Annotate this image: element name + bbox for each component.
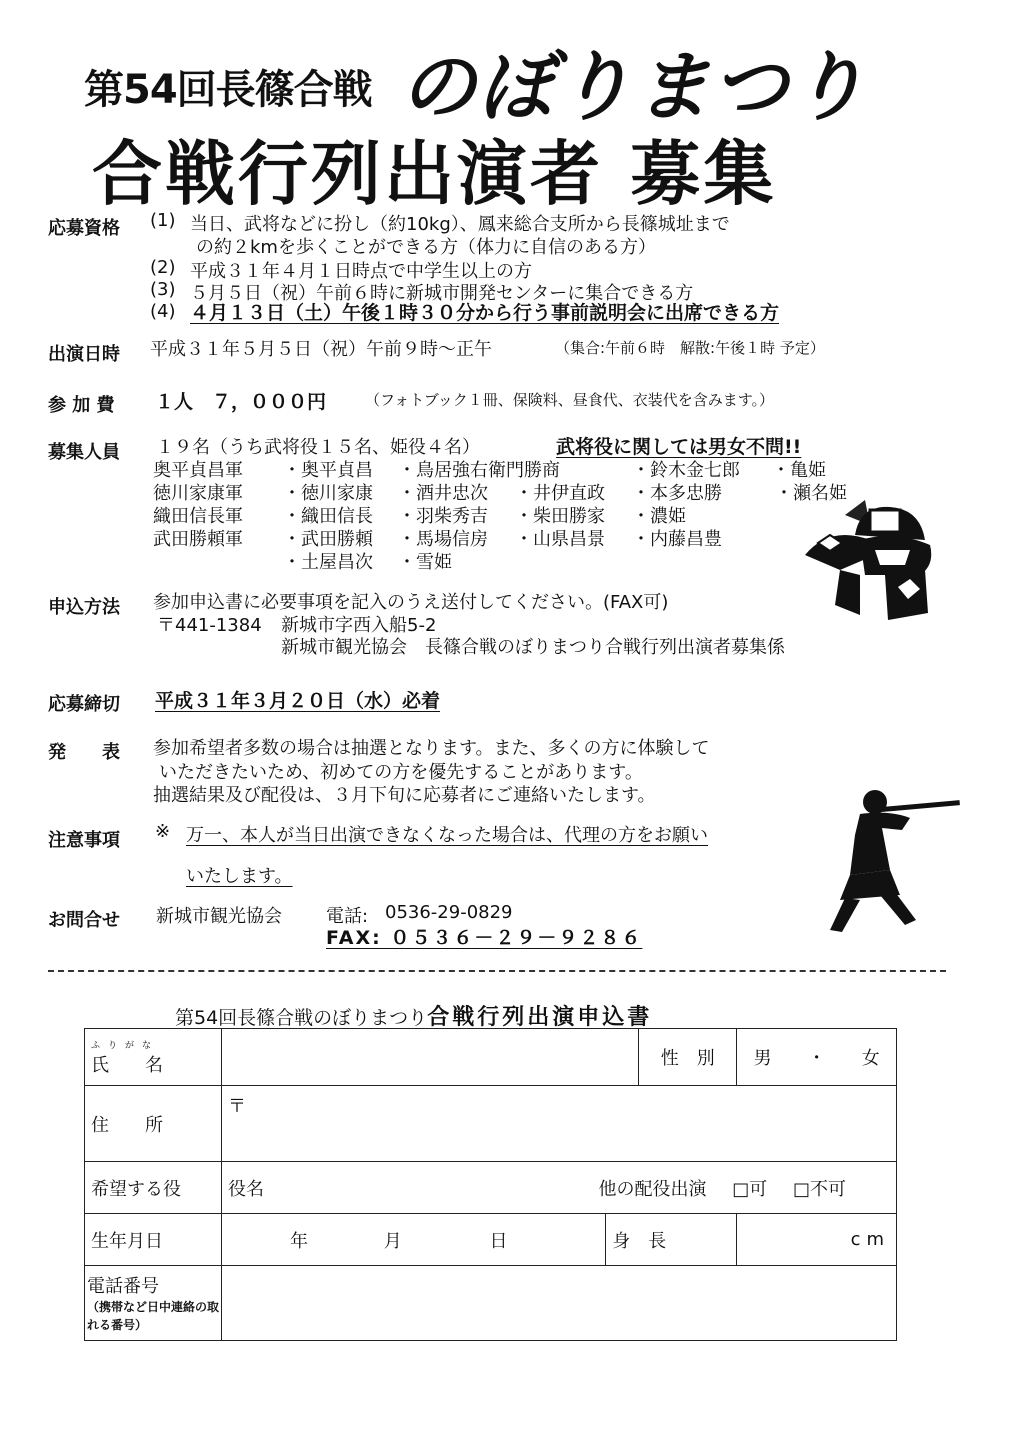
fee-note: （フォトブック１冊、保険料、昼食代、衣装代を含みます。） [365, 391, 775, 409]
day-label: 日 [489, 1230, 508, 1252]
cast-name: ・武田勝頼 [283, 529, 373, 550]
title-prefix: 第54回長篠合戦 [84, 67, 372, 113]
apply-org: 新城市観光協会 長篠合戦のぼりまつり合戦行列出演者募集係 [281, 637, 785, 658]
cast-name: ・酒井忠次 [398, 483, 488, 504]
form-title [175, 1000, 652, 1031]
height-label: 身 長 [606, 1214, 737, 1266]
cast-name: ・濃姫 [632, 506, 686, 527]
apply-label: 申込方法 [48, 597, 120, 618]
role-input[interactable] [222, 1162, 897, 1214]
qual-num-3: (3) [150, 279, 176, 300]
month-label: 月 [383, 1230, 402, 1252]
phone-label: 電話番号 [87, 1276, 159, 1297]
title-event: のぼりまつり [400, 42, 868, 131]
other-role-label: 他の配役出演 [598, 1178, 707, 1200]
notes-line1: 万一、本人が当日出演できなくなった場合は、代理の方をお願い [186, 825, 708, 846]
furigana-label: ふりがな [91, 1040, 160, 1051]
contact-label: お問合せ [48, 910, 120, 931]
ng-checkbox[interactable]: □不可 [792, 1178, 846, 1200]
phone-note: （携帯など日中連絡の取れる番号） [87, 1300, 220, 1332]
form-title-main: 合戦行列出演申込書 [427, 1005, 653, 1030]
contact-fax: FAX: ０５３６－２９－９２８６ [326, 927, 643, 949]
cast-name: ・雪姫 [398, 552, 452, 573]
cast-name: ・亀姫 [772, 460, 826, 481]
phone-label-cell [85, 1266, 222, 1341]
name-label: 氏 名 [91, 1054, 163, 1076]
address-input[interactable] [222, 1086, 897, 1162]
army-takeda: 武田勝頼軍 [153, 529, 243, 550]
notes-label: 注意事項 [48, 830, 120, 851]
qual-item-1-cont: の約２kmを歩くことができる方（体力に自信のある方） [196, 237, 656, 258]
recruit-label: 募集人員 [48, 442, 120, 463]
title-main: 合戦行列出演者 募集 [92, 133, 777, 215]
announce-line: 参加希望者多数の場合は抽選となります。また、多くの方に体験して [153, 738, 710, 759]
year-label: 年 [290, 1230, 308, 1252]
qual-item-3: ５月５日（祝）午前６時に新城市開発センターに集合できる方 [190, 283, 694, 304]
army-tokugawa: 徳川家康軍 [153, 483, 243, 504]
cast-name: ・鈴木金七郎 [632, 460, 740, 481]
cast-name: ・奥平貞昌 [283, 460, 373, 481]
recruit-summary: １９名（うち武将役１５名、姫役４名） [156, 437, 480, 458]
qual-num-1: (1) [150, 210, 176, 231]
cast-name: ・徳川家康 [283, 483, 373, 504]
postal-mark: 〒 [228, 1096, 246, 1117]
application-form [84, 1028, 897, 1341]
apply-text: 参加申込書に必要事項を記入のうえ送付してください。(FAX可) [153, 592, 669, 613]
contact-tel-label: 電話: [326, 906, 369, 927]
cast-name: ・鳥居強右衛門勝商 [398, 460, 560, 481]
qual-num-4: (4) [150, 301, 176, 322]
cast-name: ・山県昌景 [515, 529, 605, 550]
notes-line2: いたします。 [186, 866, 293, 887]
name-label-cell [85, 1029, 222, 1086]
samurai-rifleman-icon [820, 780, 960, 940]
apply-address: 新城市字西入船5-2 [281, 615, 437, 636]
announce-label: 発 表 [48, 742, 120, 763]
role-name-label: 役名 [228, 1178, 264, 1200]
gender-label: 性 別 [639, 1029, 737, 1086]
cast-name: ・羽柴秀吉 [398, 506, 488, 527]
contact-org: 新城市観光協会 [156, 906, 282, 927]
birth-input[interactable] [222, 1214, 606, 1266]
cast-name: ・馬場信房 [398, 529, 488, 550]
announce-line: いただきたいため、初めての方を優先することがあります。 [159, 762, 643, 783]
ok-checkbox[interactable]: □可 [732, 1178, 768, 1200]
role-label: 希望する役 [85, 1162, 222, 1214]
cast-name: ・瀬名姫 [775, 483, 847, 504]
kabuto-helmet-icon [800, 495, 940, 625]
cast-name: ・織田信長 [283, 506, 373, 527]
cast-name: ・土屋昌次 [283, 552, 373, 573]
name-input[interactable] [222, 1029, 639, 1086]
date-text: 平成３１年５月５日（祝）午前９時～正午 [150, 339, 492, 360]
fee-amount: １人 ７，０００円 [155, 391, 327, 413]
form-title-prefix: 第54回長篠合戦のぼりまつり [175, 1007, 428, 1029]
army-oda: 織田信長軍 [153, 506, 243, 527]
apply-postal: 〒441-1384 [157, 615, 262, 636]
address-label: 住 所 [85, 1086, 222, 1162]
qual-item-1: 当日、武将などに扮し（約10kg）、鳳来総合支所から長篠城址まで [190, 214, 730, 235]
army-okudaira: 奥平貞昌軍 [153, 460, 243, 481]
notes-mark: ※ [155, 821, 171, 842]
cut-line [48, 970, 946, 972]
birth-label: 生年月日 [85, 1214, 222, 1266]
date-label: 出演日時 [48, 344, 120, 365]
qual-item-2: 平成３１年４月１日時点で中学生以上の方 [190, 261, 532, 282]
cast-name: ・柴田勝家 [515, 506, 605, 527]
deadline-label: 応募締切 [48, 694, 120, 715]
qual-num-2: (2) [150, 257, 176, 278]
qual-item-4: ４月１３日（土）午後１時３０分から行う事前説明会に出席できる方 [190, 302, 780, 324]
cast-name: ・本多忠勝 [632, 483, 722, 504]
qualification-label: 応募資格 [48, 218, 120, 239]
deadline-text: 平成３１年３月２０日（水）必着 [155, 690, 441, 712]
phone-input[interactable] [222, 1266, 897, 1341]
cm-label: cm [850, 1229, 890, 1250]
contact-tel: 0536-29-0829 [385, 902, 513, 923]
cast-name: ・井伊直政 [515, 483, 605, 504]
recruit-highlight: 武将役に関しては男女不問!! [556, 436, 802, 458]
date-note: （集合:午前６時 解散:午後１時 予定） [555, 339, 825, 357]
announce-line: 抽選結果及び配役は、３月下旬に応募者にご連絡いたします。 [153, 785, 656, 806]
cast-name: ・内藤昌豊 [632, 529, 722, 550]
height-input[interactable] [737, 1214, 897, 1266]
fee-label: 参 加 費 [48, 395, 115, 416]
gender-options[interactable]: 男 ・ 女 [737, 1029, 897, 1086]
